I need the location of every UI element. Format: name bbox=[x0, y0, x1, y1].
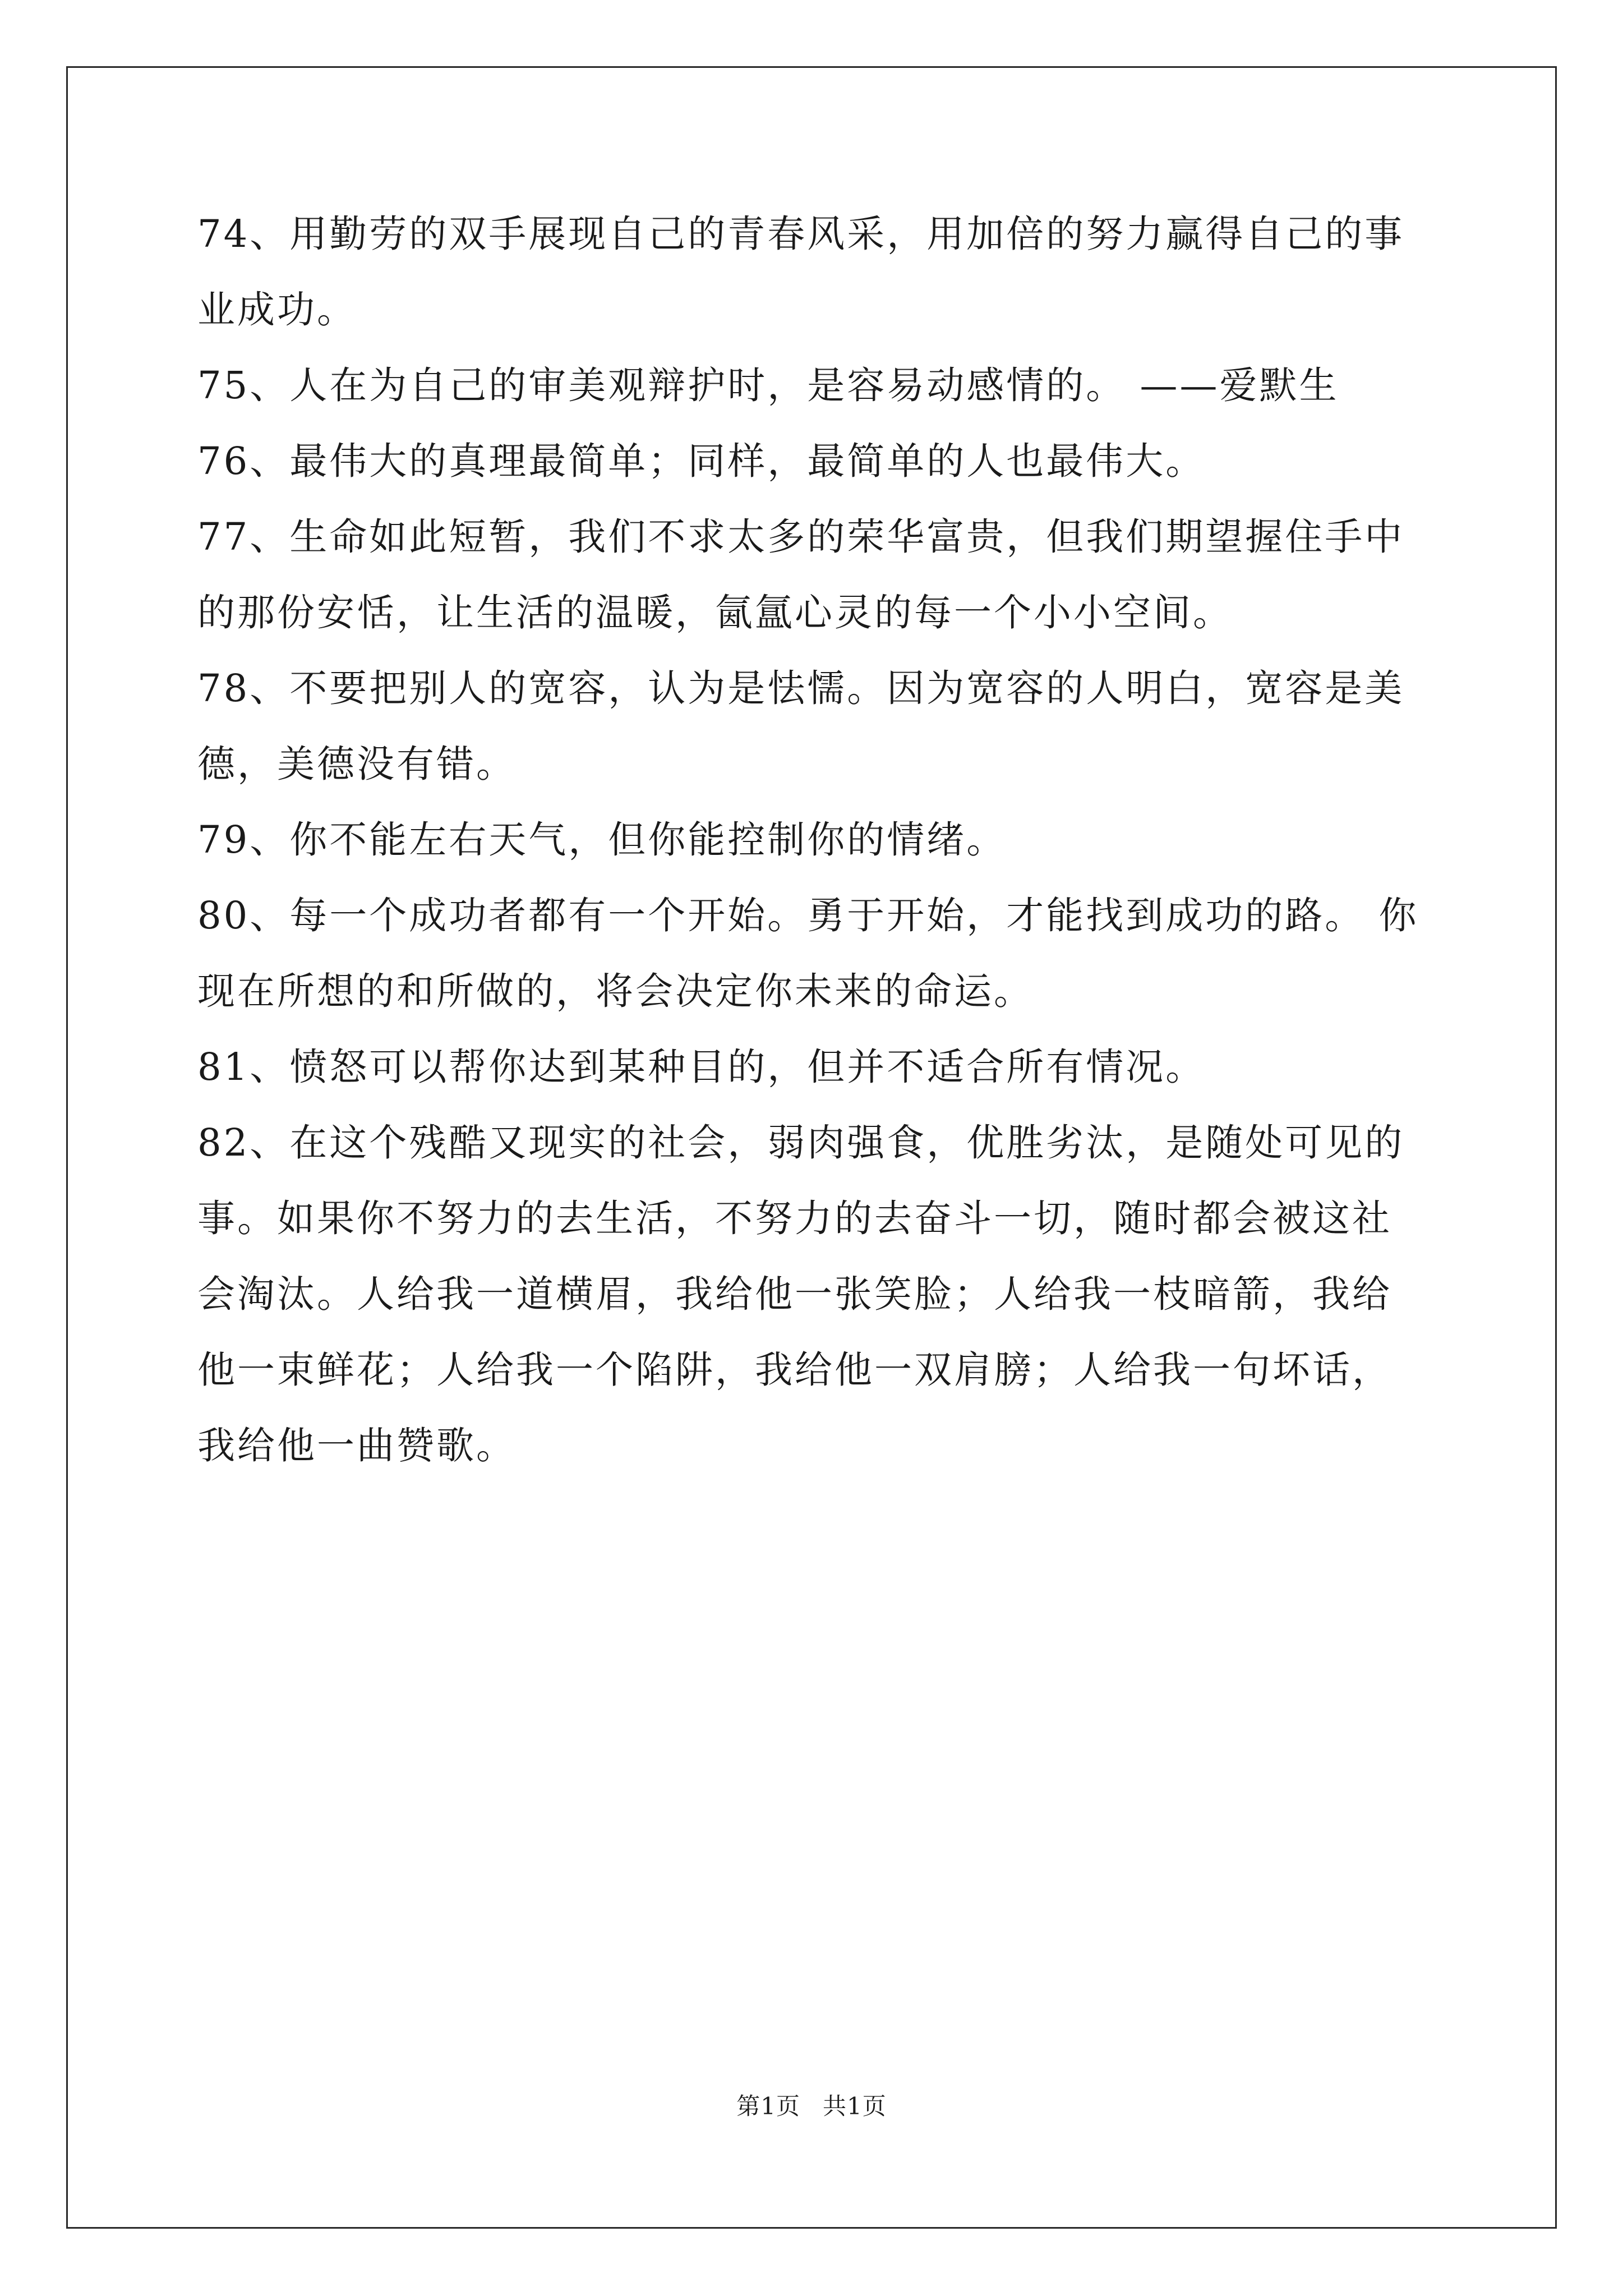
paragraph-79: 79、你不能左右天气，但你能控制你的情绪。 bbox=[197, 818, 1007, 862]
paragraph-82: 82、在这个残酷又现实的社会，弱肉强食，优胜劣汰，是随处可见的事。如果你不努力的去生活，不努力的去奋斗一切，随时都会被这社会淘汰。人给我一道横眉，我给他一张笑脸；人给我一枝暗箭，我给他一束鲜花；人给我一个陷阱，我给他一双肩膀；人给我一句坏话，我给他一曲赞歌。 bbox=[197, 1121, 1405, 1467]
page-footer bbox=[0, 2090, 1623, 2123]
page-number-current: 第1页 bbox=[736, 2092, 800, 2120]
document-body bbox=[197, 196, 1431, 1484]
page-number-total: 共1页 bbox=[823, 2092, 887, 2120]
paragraph-75: 75、人在为自己的审美观辩护时，是容易动感情的。 ——爱默生 bbox=[197, 364, 1339, 407]
paragraph-80: 80、每一个成功者都有一个开始。勇于开始，才能找到成功的路。 你现在所想的和所做的，将会决定你未来的命运。 bbox=[197, 894, 1419, 1013]
paragraph-74: 74、用勤劳的双手展现自己的青春风采，用加倍的努力赢得自己的事业成功。 bbox=[197, 212, 1405, 332]
paragraph-81: 81、愤怒可以帮你达到某种目的，但并不适合所有情况。 bbox=[197, 1045, 1206, 1089]
paragraph-76: 76、最伟大的真理最简单；同样，最简单的人也最伟大。 bbox=[197, 439, 1206, 483]
paragraph-77: 77、生命如此短暂，我们不求太多的荣华富贵，但我们期望握住手中的那份安恬，让生活的温暖，氤氲心灵的每一个小小空间。 bbox=[197, 515, 1405, 634]
paragraph-78: 78、不要把别人的宽容，认为是怯懦。因为宽容的人明白，宽容是美德，美德没有错。 bbox=[197, 666, 1405, 786]
